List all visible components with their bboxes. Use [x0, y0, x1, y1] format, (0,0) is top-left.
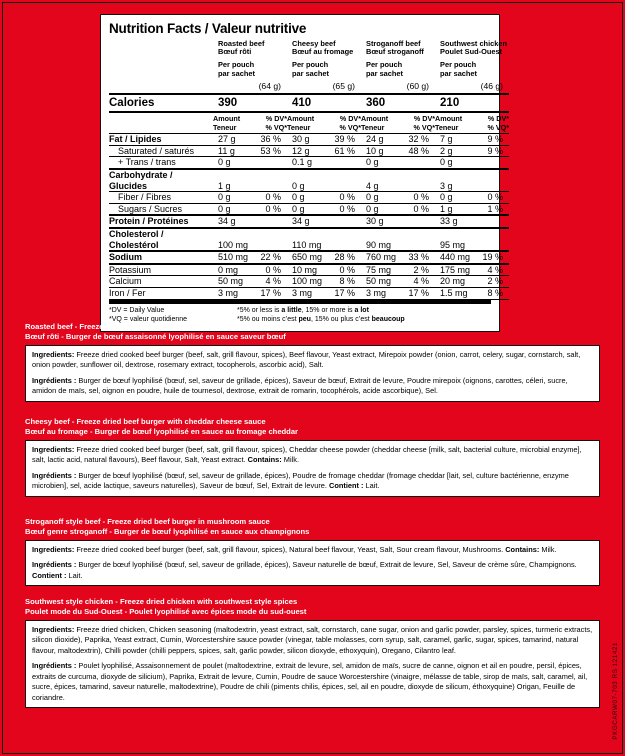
col-0-name-en: Roasted beef	[218, 38, 265, 48]
footnote-fr: *5% ou moins c’est peu, 15% ou plus c’est beaucoup	[237, 316, 405, 324]
contains-fr-label: Contient :	[329, 481, 364, 491]
ingredients-en	[32, 545, 593, 556]
nutrient-dv: 17 %	[331, 288, 361, 300]
footnote-dv: *DV = Daily Value	[109, 306, 165, 314]
nutrient-row	[109, 145, 509, 157]
amount-header-1: Amount Teneur	[287, 112, 331, 133]
col-0-name-fr: Bœuf rôti	[218, 47, 252, 57]
nutrient-dv: 8 %	[331, 276, 361, 288]
nutrient-amount: 50 mg	[213, 276, 257, 288]
col-0-serving	[213, 57, 287, 78]
col-0-serving-fr: par sachet	[218, 68, 255, 78]
contains-en-label: Contains:	[505, 544, 540, 554]
heading-en: Roasted beef - Freeze dried cooked beef burger with beef flavoured sauce	[25, 322, 292, 331]
nutrient-amount: 0 g	[435, 157, 479, 169]
nutrient-dv: 2 %	[405, 264, 435, 276]
nutrient-dv	[405, 228, 435, 251]
ingredients-fr-text: Burger de bœuf lyophilisé (bœuf, sel, saveur de grillade, épices), Poudre de fromage cheddar (fromage cheddar [lait, sel, culture bactérienne, enzyme microbien], sel, acide lactique, saveurs naturelles), Saveur de bœuf, Sel, Extrait de levure.	[32, 470, 569, 491]
heading-fr: Poulet mode du Sud-Ouest - Poulet lyophilisé avec épices mode du sud-ouest	[25, 607, 307, 617]
ingredient-section-cheesy-beef	[25, 417, 600, 497]
calories-value-0: 390	[213, 94, 287, 113]
row-calories	[109, 94, 509, 113]
ingredients-fr-label: Ingrédients :	[32, 375, 77, 385]
ingredients-en-label: Ingredients:	[32, 444, 75, 454]
heading-en: Stroganoff style beef - Freeze dried beef burger in mushroom sauce	[25, 517, 270, 526]
nutrient-row	[109, 264, 509, 276]
row-amount-dv-header	[109, 112, 509, 133]
nutrient-dv: 1 %	[479, 203, 509, 215]
ingredients-fr-label: Ingrédients :	[32, 560, 77, 570]
nutrient-dv: 33 %	[405, 251, 435, 264]
nutrient-amount: 12 g	[287, 145, 331, 157]
dv-header-3: % DV* % VQ*	[479, 112, 509, 133]
nutrient-dv	[479, 228, 509, 251]
ingredients-en-text: Freeze dried cooked beef burger (beef, salt, grill flavour, spices), Beef flavour, Yeast extract, Mirepoix powder (onion, carrot, celery, sugar, cornstarch, salt, onion powder, sunflower oil, dextrose, rosemary extract, tocopherols, ascorbic acid), Salt.	[32, 349, 581, 370]
nutrition-facts-panel	[100, 14, 510, 332]
nutrient-dv: 0 %	[331, 203, 361, 215]
ingredients-en	[32, 445, 593, 466]
col-3-serving-fr: par sachet	[440, 68, 478, 78]
contains-en-text: Milk.	[539, 544, 557, 554]
contains-fr-label: Contient :	[32, 570, 67, 580]
amount-header-0: Amount Teneur	[213, 112, 257, 133]
nutrient-amount: 3 mg	[213, 288, 257, 300]
col-1-weight: (65 g)	[287, 78, 361, 93]
calories-value-1: 410	[287, 94, 361, 113]
nutrition-facts-table	[109, 38, 509, 300]
nutrient-dv	[257, 157, 287, 169]
nutrient-row	[109, 251, 509, 264]
nutrient-label: Cholesterol / Cholestérol	[109, 228, 213, 251]
nutrient-amount: 0 g	[213, 203, 257, 215]
nutrient-dv	[257, 169, 287, 192]
col-1-serving-en: Per pouch	[292, 59, 329, 69]
nutrient-amount: 90 mg	[361, 228, 405, 251]
nutrient-dv	[405, 215, 435, 228]
nutrient-rows	[109, 134, 509, 300]
col-2-serving-fr: par sachet	[366, 68, 403, 78]
col-1-serving	[287, 57, 361, 78]
nutrient-amount: 24 g	[361, 134, 405, 146]
nutrient-dv: 0 %	[331, 192, 361, 204]
nutrient-dv: 17 %	[405, 288, 435, 300]
nutrient-amount: 0 g	[213, 192, 257, 204]
nutrient-amount: 100 mg	[213, 228, 257, 251]
dv-header-2: % DV* % VQ*	[405, 112, 435, 133]
ingredients-en-label: Ingredients:	[32, 624, 75, 634]
nutrient-amount: 0 g	[361, 192, 405, 204]
nutrient-amount: 33 g	[435, 215, 479, 228]
nutrient-amount: 20 mg	[435, 276, 479, 288]
ingredients-en	[32, 350, 593, 371]
heading-fr: Bœuf au fromage - Burger de bœuf lyophilisé en sauce au fromage cheddar	[25, 427, 298, 437]
nutrient-label: Potassium	[109, 264, 213, 276]
ingredient-box	[25, 620, 600, 709]
ingredients-fr-text: Poulet lyophilisé, Assaisonnement de poulet (maltodextrine, extrait de levure, sel, amidon de maïs, sucre de canne, oignon et ail en poudre, persil, épices, extraits de curcuma, dioxyde de silicium), Paprika, Extrait de levure, Cumin, Poudre de sauce Worcestershire (vinaigre, mélasse de table, sirop de maïs, salt, caramel, ail, sucre, épices, tamarind, saveur naturelle, maltodextrine), Poudre de chili (piments chilis, épices, sel, ail en poudre, dioxyde de silicum, éthoxyquine) Origan, Feuille de coriandre.	[32, 661, 588, 702]
nutrient-amount: 0 g	[361, 203, 405, 215]
contains-en-text: Milk.	[281, 455, 299, 465]
ingredients-fr	[32, 376, 593, 397]
nutrient-amount: 4 g	[361, 169, 405, 192]
nutrient-amount: 34 g	[287, 215, 331, 228]
ingredients-en-label: Ingredients:	[32, 349, 75, 359]
nutrient-amount: 100 mg	[287, 276, 331, 288]
nutrient-amount: 95 mg	[435, 228, 479, 251]
column-header-weights	[109, 78, 509, 93]
col-2-name-fr: Bœuf stroganoff	[366, 47, 424, 57]
ingredient-box	[25, 345, 600, 402]
col-3-name-en: Southwest chicken	[440, 38, 507, 48]
nutrient-dv	[405, 169, 435, 192]
nutrient-row	[109, 203, 509, 215]
nutrient-amount: 0 g	[287, 203, 331, 215]
heading-fr: Bœuf genre stroganoff - Burger de bœuf lyophilisé en sauce aux champignons	[25, 527, 310, 537]
nutrient-row	[109, 157, 509, 169]
nutrient-dv: 0 %	[257, 192, 287, 204]
nutrient-label: Iron / Fer	[109, 288, 213, 300]
dv-header-1: % DV* % VQ*	[331, 112, 361, 133]
col-1-serving-fr: par sachet	[292, 68, 329, 78]
nutrient-dv: 61 %	[331, 145, 361, 157]
col-1-name-fr: Bœuf au fromage	[292, 47, 354, 57]
nutrient-dv: 53 %	[257, 145, 287, 157]
nutrient-amount: 50 mg	[361, 276, 405, 288]
col-1-name-en: Cheesy beef	[292, 38, 336, 48]
contains-en-label: Contains:	[247, 455, 282, 465]
nutrient-row	[109, 169, 509, 192]
nutrient-dv: 4 %	[405, 276, 435, 288]
col-3-serving	[435, 57, 509, 78]
nutrient-amount: 0 g	[435, 192, 479, 204]
nutrient-label: Fat / Lipides	[109, 134, 213, 146]
nutrient-amount: 1 g	[435, 203, 479, 215]
col-3-product-name	[435, 38, 509, 57]
contains-fr-text: Lait.	[66, 570, 83, 580]
ingredients-fr-label: Ingrédients :	[32, 470, 77, 480]
nutrient-dv: 9 %	[479, 145, 509, 157]
contains-fr-text: Lait.	[363, 481, 380, 491]
nutrient-dv: 0 %	[331, 264, 361, 276]
nutrient-amount: 0 g	[287, 192, 331, 204]
nutrient-row	[109, 276, 509, 288]
nutrient-amount: 3 mg	[361, 288, 405, 300]
ingredients-fr-text: Burger de bœuf lyophilisé (bœuf, sel, saveur de grillade, épices), Saveur naturelle de bœuf, Extrait de levure, Sel, Saveur de crème sûre, Champignons.	[76, 560, 577, 570]
column-header-product-names	[109, 38, 509, 57]
nutrient-dv	[405, 157, 435, 169]
nutrient-dv: 9 %	[479, 134, 509, 146]
nutrient-amount: 0 g	[361, 157, 405, 169]
nutrient-dv: 4 %	[257, 276, 287, 288]
section-heading	[25, 322, 600, 343]
section-heading	[25, 597, 600, 618]
col-2-serving-en: Per pouch	[366, 59, 403, 69]
nutrient-dv: 0 %	[405, 203, 435, 215]
nutrient-dv: 0 %	[405, 192, 435, 204]
col-0-weight: (64 g)	[213, 78, 287, 93]
nutrient-dv: 17 %	[257, 288, 287, 300]
nutrient-label: Saturated / saturés	[109, 145, 213, 157]
nutrient-amount: 30 g	[287, 134, 331, 146]
nutrient-dv	[331, 169, 361, 192]
heading-fr: Bœuf rôti - Burger de bœuf assaisonné lyophilisé en sauce saveur bœuf	[25, 332, 286, 342]
nutrient-label: Sodium	[109, 251, 213, 264]
col-3-weight: (46 g)	[435, 78, 509, 93]
nutrient-dv	[331, 215, 361, 228]
nutrition-panel-title: Nutrition Facts / Valeur nutritive	[109, 21, 307, 36]
nutrient-dv: 0 %	[257, 203, 287, 215]
nutrient-row	[109, 288, 509, 300]
col-0-serving-en: Per pouch	[218, 59, 255, 69]
ingredient-section-roasted-beef	[25, 322, 600, 402]
nutrient-dv: 0 %	[479, 192, 509, 204]
nutrient-label: Carbohydrate / Glucides	[109, 169, 213, 192]
nutrient-dv: 4 %	[479, 264, 509, 276]
nutrient-dv: 48 %	[405, 145, 435, 157]
ingredients-fr	[32, 471, 593, 492]
nutrient-amount: 650 mg	[287, 251, 331, 264]
nutrient-row	[109, 134, 509, 146]
ingredients-en	[32, 625, 593, 657]
heading-en: Southwest style chicken - Freeze dried chicken with southwest style spices	[25, 597, 298, 606]
amount-header-2: Amount Teneur	[361, 112, 405, 133]
ingredients-en-label: Ingredients:	[32, 544, 75, 554]
nutrient-amount: 11 g	[213, 145, 257, 157]
nutrient-amount: 7 g	[435, 134, 479, 146]
nutrient-amount: 440 mg	[435, 251, 479, 264]
nutrient-dv: 36 %	[257, 134, 287, 146]
nutrient-amount: 30 g	[361, 215, 405, 228]
nutrient-dv	[479, 215, 509, 228]
calories-label: Calories	[109, 94, 213, 113]
col-0-product-name	[213, 38, 287, 57]
ingredient-box	[25, 540, 600, 587]
nutrient-amount: 27 g	[213, 134, 257, 146]
nutrient-label: Protein / Protéines	[109, 215, 213, 228]
nutrient-dv: 19 %	[479, 251, 509, 264]
heading-en: Cheesy beef - Freeze dried beef burger with cheddar cheese sauce	[25, 417, 266, 426]
ingredients-en-text: Freeze dried cooked beef burger (beef, salt, grill flavour, spices), Cheddar cheese powder (cheddar cheese [milk, salt, bacterial culture, microbial enzyme], salt, lactic acid, natural flavours), Beef flavour, Salt, Yeast extract.	[32, 444, 582, 465]
nutrient-dv: 39 %	[331, 134, 361, 146]
nutrient-amount: 10 g	[361, 145, 405, 157]
package-code: PKGCARW07-703 RS 121421	[612, 642, 619, 740]
nutrient-dv	[331, 228, 361, 251]
nutrient-amount: 0 g	[213, 157, 257, 169]
section-heading	[25, 417, 600, 438]
nutrient-dv: 0 %	[257, 264, 287, 276]
amount-header-3: Amount Teneur	[435, 112, 479, 133]
col-2-weight: (60 g)	[361, 78, 435, 93]
col-2-product-name	[361, 38, 435, 57]
ingredients-fr	[32, 661, 593, 703]
nutrient-dv: 32 %	[405, 134, 435, 146]
nutrient-dv: 28 %	[331, 251, 361, 264]
nutrient-amount: 760 mg	[361, 251, 405, 264]
nutrient-amount: 175 mg	[435, 264, 479, 276]
nutrient-dv: 8 %	[479, 288, 509, 300]
nutrient-amount: 1.5 mg	[435, 288, 479, 300]
ingredient-box	[25, 440, 600, 497]
ingredients-en-text: Freeze dried chicken, Chicken seasoning (maltodextrin, yeast extract, salt, cornstarch, cane sugar, onion and garlic powder, parsley, spices, turmeric extracts, silicon dioxide), Paprika, Yeast extract, Cumin, Worcestershire sauce powder (vinegar, table molasses, corn syrup, salt, caramel, garlic, sugar, spices, tamarind, natural flavour, maltodextrin), Chilli powder (chilli peppers, spices, salt, garlic powder, silicon dioxyde, ethoxyquin), Oregano, Cilantro leaf.	[32, 624, 593, 655]
col-1-product-name	[287, 38, 361, 57]
section-heading	[25, 517, 600, 538]
nutrient-row	[109, 192, 509, 204]
nutrient-amount: 0 mg	[213, 264, 257, 276]
nutrient-dv	[479, 157, 509, 169]
col-3-name-fr: Poulet Sud-Ouest	[440, 47, 503, 57]
nutrient-amount: 510 mg	[213, 251, 257, 264]
ingredient-section-southwest-chicken	[25, 597, 600, 708]
nutrient-dv	[479, 169, 509, 192]
nutrient-dv: 22 %	[257, 251, 287, 264]
ingredients-en-text: Freeze dried cooked beef burger (beef, salt, grill flavour, spices), Natural beef flavour, Yeast, Salt, Sour cream flavour, Mushrooms.	[74, 544, 506, 554]
nutrient-label: Calcium	[109, 276, 213, 288]
nutrient-dv	[257, 228, 287, 251]
footnote-en: *5% or less is a little, 15% or more is a lot	[237, 306, 369, 314]
nutrient-amount: 110 mg	[287, 228, 331, 251]
nutrient-amount: 0 g	[287, 169, 331, 192]
nutrient-row	[109, 215, 509, 228]
nutrient-amount: 1 g	[213, 169, 257, 192]
calories-value-3: 210	[435, 94, 509, 113]
nutrient-amount: 3 g	[435, 169, 479, 192]
col-2-name-en: Stroganoff beef	[366, 38, 421, 48]
nutrient-label: Sugars / Sucres	[109, 203, 213, 215]
ingredients-fr	[32, 560, 593, 581]
nutrient-dv	[257, 215, 287, 228]
dv-header-0: % DV* % VQ*	[257, 112, 287, 133]
nutrient-amount: 3 mg	[287, 288, 331, 300]
nutrient-row	[109, 228, 509, 251]
col-3-serving-en: Per pouch	[440, 59, 477, 69]
nutrient-amount: 10 mg	[287, 264, 331, 276]
nutrient-amount: 75 mg	[361, 264, 405, 276]
nutrient-amount: 2 g	[435, 145, 479, 157]
nutrient-label: + Trans / trans	[109, 157, 213, 169]
footnote-vq: *VQ = valeur quotidienne	[109, 316, 188, 324]
column-header-serving	[109, 57, 509, 78]
nutrient-label: Fiber / Fibres	[109, 192, 213, 204]
col-2-serving	[361, 57, 435, 78]
ingredients-fr-text: Burger de bœuf lyophilisé (bœuf, sel, saveur de grillade, épices), Saveur de bœuf, Extrait de levure, Poudre mirepoix (oignons, carottes, céleri, sucre, amidon de maïs, sel, oignon en poudre, huile de tournesol, dextrose, extrait de romarin, tocophérols, acide ascorbique), Sel.	[32, 375, 568, 396]
nutrient-amount: 34 g	[213, 215, 257, 228]
nutrient-amount: 0.1 g	[287, 157, 331, 169]
nutrient-dv: 2 %	[479, 276, 509, 288]
calories-value-2: 360	[361, 94, 435, 113]
ingredients-fr-label: Ingrédients :	[32, 661, 77, 671]
ingredient-section-stroganoff-beef	[25, 517, 600, 586]
nutrient-dv	[331, 157, 361, 169]
